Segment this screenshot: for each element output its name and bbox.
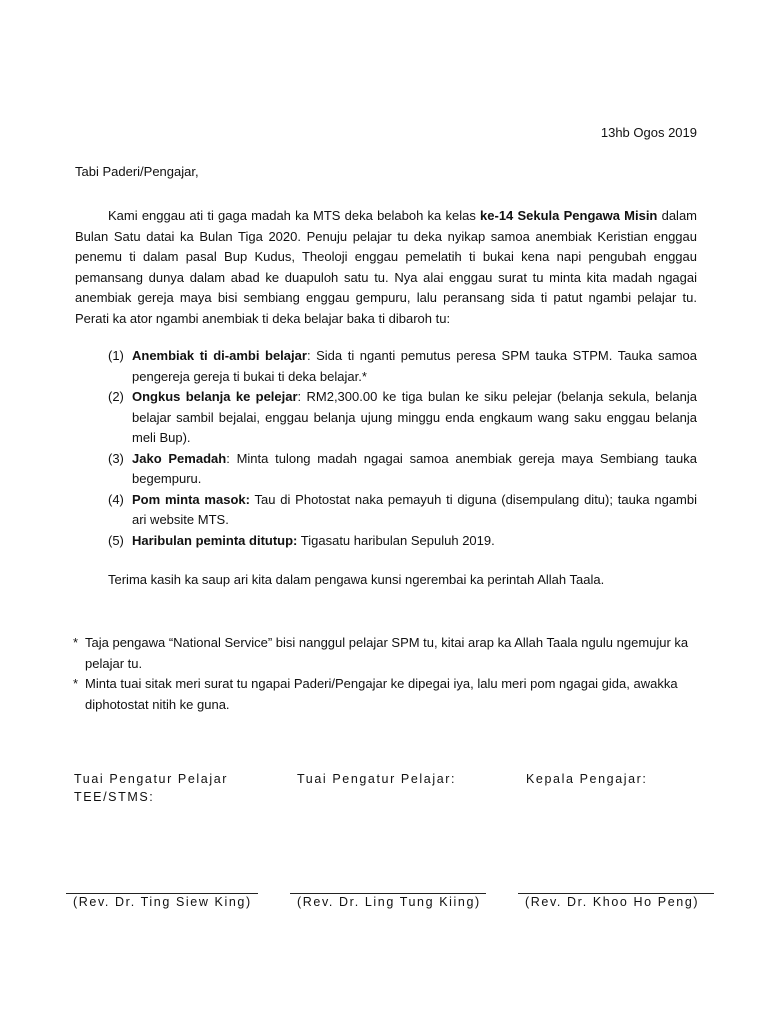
item-text: Tigasatu haribulan Sepuluh 2019. [300,532,495,548]
list-item [108,449,697,490]
item-number: (1) [108,348,124,363]
signature-line-1 [66,893,258,894]
requirements-list [108,346,697,551]
signature-line-2 [290,893,486,894]
list-item [108,387,697,449]
item-label: Haribulan peminta ditutup: [132,532,298,548]
item-number: (5) [108,532,124,548]
item-label: Anembiak ti di-ambi belajar [132,348,307,363]
item-number: (2) [108,389,124,404]
signature-title-3: Kepala Pengajar: [526,772,648,786]
intro-bold: ke-14 Sekula Pengawa Misin [480,208,658,223]
letter-date: 13hb Ogos 2019 [600,125,697,140]
item-sep: : [297,389,307,404]
item-text: RM2,300.00 ke tiga bulan ke siku pelejar (belanja sekula, belanja belajar sambil bejalai, enggau belanja ujung minggu enda engkaum wang saku enggau belanja meli Bup). [132,389,697,445]
item-label: Pom minta masok: [132,491,250,507]
greeting: Tabi Paderi/Pengajar, [75,164,199,179]
signature-title-1: Tuai Pengatur Pelajar TEE/STMS: [74,772,229,804]
signature-line-3 [518,893,714,894]
intro-part1: Kami enggau ati ti gaga madah ka MTS deka belaboh ka kelas [108,208,481,223]
list-item [108,346,697,387]
item-text: Tau di Photostat naka pemayuh ti diguna (disempulang ditu); tauka ngambi ari website MTS. [132,491,697,527]
list-item [108,490,697,531]
footnote-text: Minta tuai sitak meri surat tu ngapai Paderi/Pengajar ke dipegai iya, lalu meri pom ngagai gida, awakka diphotostat nitih ke guna. [85,676,678,712]
item-number: (4) [108,491,124,507]
asterisk: * [73,676,79,691]
asterisk: * [73,635,79,650]
list-item [108,531,697,552]
item-text: Minta tulong madah ngagai samoa anembiak gereja maya Sembiang tauka begempuru. [132,450,697,486]
footnotes [73,633,703,715]
intro-part2: dalam Bulan Satu datai ka Bulan Tiga 2020. Penuju pelajar tu deka nyikap samoa anembiak Keristian enggau penemu ti dalam pasal Bup Kudus, Theoloji enggau pemelatih ti bukai kena napi pengubah enggau pemansang dunya dalam abad ke duapuloh satu tu. Nya alai enggau surat tu minta kita madah ngagai anembiak gereja maya bisi sembiang enggau gempuru, lalu peransang sida ti patut ngambi pelajar tu. Perati ka ator ngambi anembiak ti deka belajar baka ti dibaroh tu: [75,208,697,326]
intro-paragraph [75,206,697,329]
item-label: Jako Pemadah [132,450,227,466]
signature-name-2: (Rev. Dr. Ling Tung Kiing) [297,895,481,909]
item-label: Ongkus belanja ke pelejar [132,389,298,404]
item-text: Sida ti nganti pemutus peresa SPM tauka STPM. Tauka samoa pengereja gereja ti bukai ti deka belajar.* [132,348,697,384]
item-sep: : [226,450,237,466]
footnote [73,674,703,715]
signature-name-1: (Rev. Dr. Ting Siew King) [73,895,252,909]
footnote [73,633,703,674]
closing-text: Terima kasih ka saup ari kita dalam pengawa kunsi ngerembai ka perintah Allah Taala. [108,572,605,587]
footnote-text: Taja pengawa “National Service” bisi nanggul pelajar SPM tu, kitai arap ka Allah Taala ngulu ngemujur ka pelajar tu. [85,635,689,671]
signature-name-3: (Rev. Dr. Khoo Ho Peng) [525,895,700,909]
item-sep: : [306,348,317,363]
signature-title-2: Tuai Pengatur Pelajar: [297,772,457,786]
item-number: (3) [108,450,124,466]
